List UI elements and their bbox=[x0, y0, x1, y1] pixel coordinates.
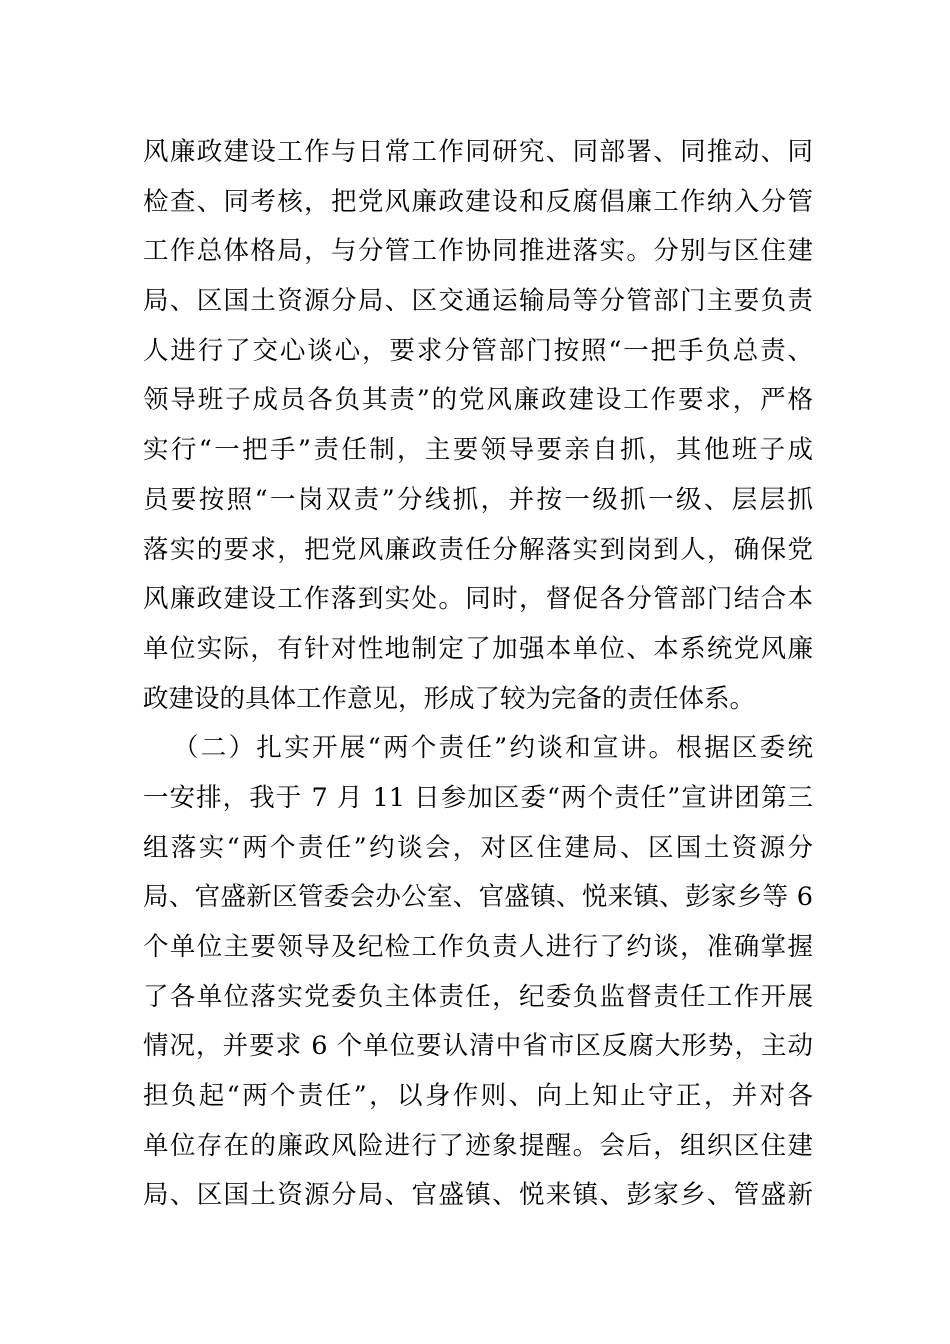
text-line: 工作总体格局，与分管工作协同推进落实。分别与区住建 bbox=[143, 236, 813, 267]
text-line: 一安排，我于 7 月 11 日参加区委“两个责任”宣讲团第三 bbox=[143, 782, 813, 813]
text-line: 政建设的具体工作意见，形成了较为完备的责任体系。 bbox=[143, 683, 756, 714]
text-line: 人进行了交心谈心，要求分管部门按照“一把手负总责、 bbox=[143, 335, 813, 366]
text-line: 检查、同考核，把党风廉政建设和反腐倡廉工作纳入分管 bbox=[143, 186, 813, 217]
text-line: 局、官盛新区管委会办公室、官盛镇、悦来镇、彭家乡等 6 bbox=[143, 882, 813, 913]
text-line: 员要按照“一岗双责”分线抓，并按一级抓一级、层层抓 bbox=[143, 484, 813, 515]
text-line: 组落实“两个责任”约谈会，对区住建局、区国土资源分 bbox=[143, 832, 813, 863]
text-line: 实行“一把手”责任制，主要领导要亲自抓，其他班子成 bbox=[143, 435, 813, 466]
text-line: 局、区国土资源分局、区交通运输局等分管部门主要负责 bbox=[143, 286, 813, 317]
section-heading-line: （二）扎实开展“两个责任”约谈和宣讲。根据区委统 bbox=[173, 733, 813, 764]
text-line: 担负起“两个责任”，以身作则、向上知止守正，并对各 bbox=[143, 1081, 813, 1112]
text-line: 个单位主要领导及纪检工作负责人进行了约谈，准确掌握 bbox=[143, 932, 813, 962]
text-line: 落实的要求，把党风廉政责任分解落实到岗到人，确保党 bbox=[143, 534, 813, 565]
body-text bbox=[143, 128, 813, 1221]
text-line: 情况，并要求 6 个单位要认清中省市区反腐大形势，主动 bbox=[143, 1031, 813, 1062]
text-line: 单位存在的廉政风险进行了迹象提醒。会后，组织区住建 bbox=[143, 1130, 813, 1161]
text-line: 风廉政建设工作与日常工作同研究、同部署、同推动、同 bbox=[143, 137, 813, 167]
text-line: 了各单位落实党委负主体责任，纪委负监督责任工作开展 bbox=[143, 981, 813, 1012]
text-line: 风廉政建设工作落到实处。同时，督促各分管部门结合本 bbox=[143, 584, 813, 615]
text-line: 领导班子成员各负其责”的党风廉政建设工作要求，严格 bbox=[143, 385, 813, 416]
text-line: 单位实际，有针对性地制定了加强本单位、本系统党风廉 bbox=[143, 633, 813, 664]
text-line: 局、区国土资源分局、官盛镇、悦来镇、彭家乡、管盛新 bbox=[143, 1180, 813, 1211]
